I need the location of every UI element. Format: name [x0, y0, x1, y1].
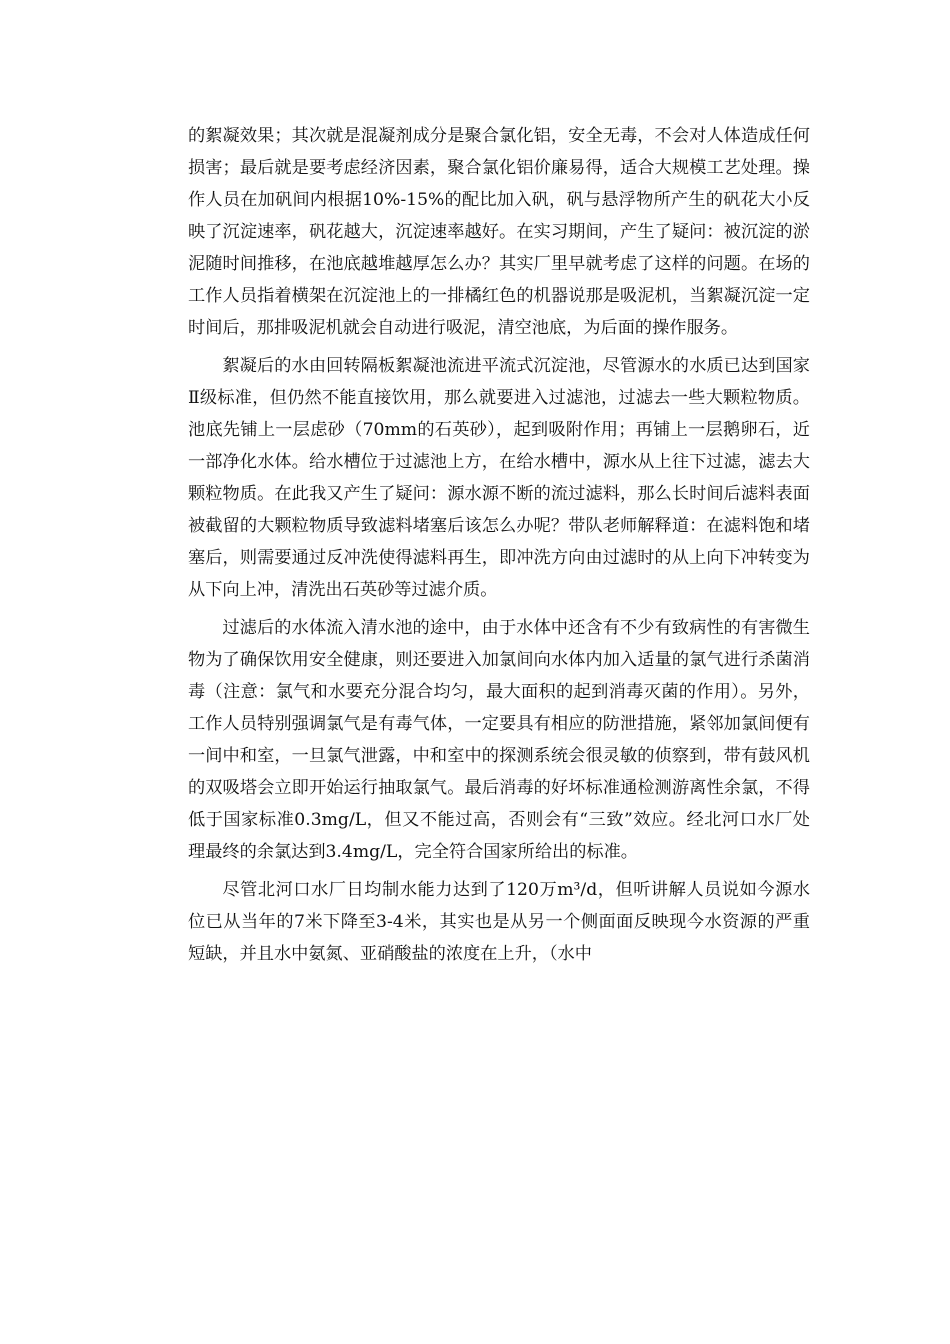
paragraph-2: 絮凝后的水由回转隔板絮凝池流进平流式沉淀池，尽管源水的水质已达到国家Ⅱ级标准，但仍然不能直接饮用，那么就要进入过滤池，过滤去一些大颗粒物质。池底先铺上一层虑砂（70mm的石英砂），起到吸附作用；再铺上一层鹅卵石，近一部净化水体。给水槽位于过滤池上方，在给水槽中，源水从上往下过滤，滤去大颗粒物质。在此我又产生了疑问：源水源不断的流过滤料，那么长时间后滤料表面被截留的大颗粒物质导致滤料堵塞后该怎么办呢？带队老师解释道：在滤料饱和堵塞后，则需要通过反冲洗使得滤料再生，即冲洗方向由过滤时的从上向下冲转变为从下向上冲，清洗出石英砂等过滤介质。	[188, 356, 810, 600]
paragraph-1: 的絮凝效果；其次就是混凝剂成分是聚合氯化铝，安全无毒，不会对人体造成任何损害；最后就是要考虑经济因素，聚合氯化铝价廉易得，适合大规模工艺处理。操作人员在加矾间内根据10%-15%的配比加入矾，矾与悬浮物所产生的矾花大小反映了沉淀速率，矾花越大，沉淀速率越好。在实习期间，产生了疑问：被沉淀的淤泥随时间推移，在池底越堆越厚怎么办？其实厂里早就考虑了这样的问题。在场的工作人员指着横架在沉淀池上的一排橘红色的机器说那是吸泥机，当絮凝沉淀一定时间后，那排吸泥机就会自动进行吸泥，清空池底，为后面的操作服务。	[188, 126, 810, 338]
paragraph-4: 尽管北河口水厂日均制水能力达到了120万m³/d，但听讲解人员说如今源水位已从当年的7米下降至3-4米，其实也是从另一个侧面面反映现今水资源的严重短缺，并且水中氨氮、亚硝酸盐的浓度在上升，（水中	[188, 880, 810, 964]
paragraph-3: 过滤后的水体流入清水池的途中，由于水体中还含有不少有致病性的有害微生物为了确保饮用安全健康，则还要进入加氯间向水体内加入适量的氯气进行杀菌消毒（注意：氯气和水要充分混合均匀，最大面积的起到消毒灭菌的作用）。另外，工作人员特别强调氯气是有毒气体，一定要具有相应的防泄措施，紧邻加氯间便有一间中和室，一旦氯气泄露，中和室中的探测系统会很灵敏的侦察到，带有鼓风机的双吸塔会立即开始运行抽取氯气。最后消毒的好坏标准通检测游离性余氯，不得低于国家标准0.3mg/L，但又不能过高，否则会有“三致”效应。经北河口水厂处理最终的余氯达到3.4mg/L，完全符合国家所给出的标准。	[188, 618, 810, 862]
document-body	[188, 120, 810, 976]
